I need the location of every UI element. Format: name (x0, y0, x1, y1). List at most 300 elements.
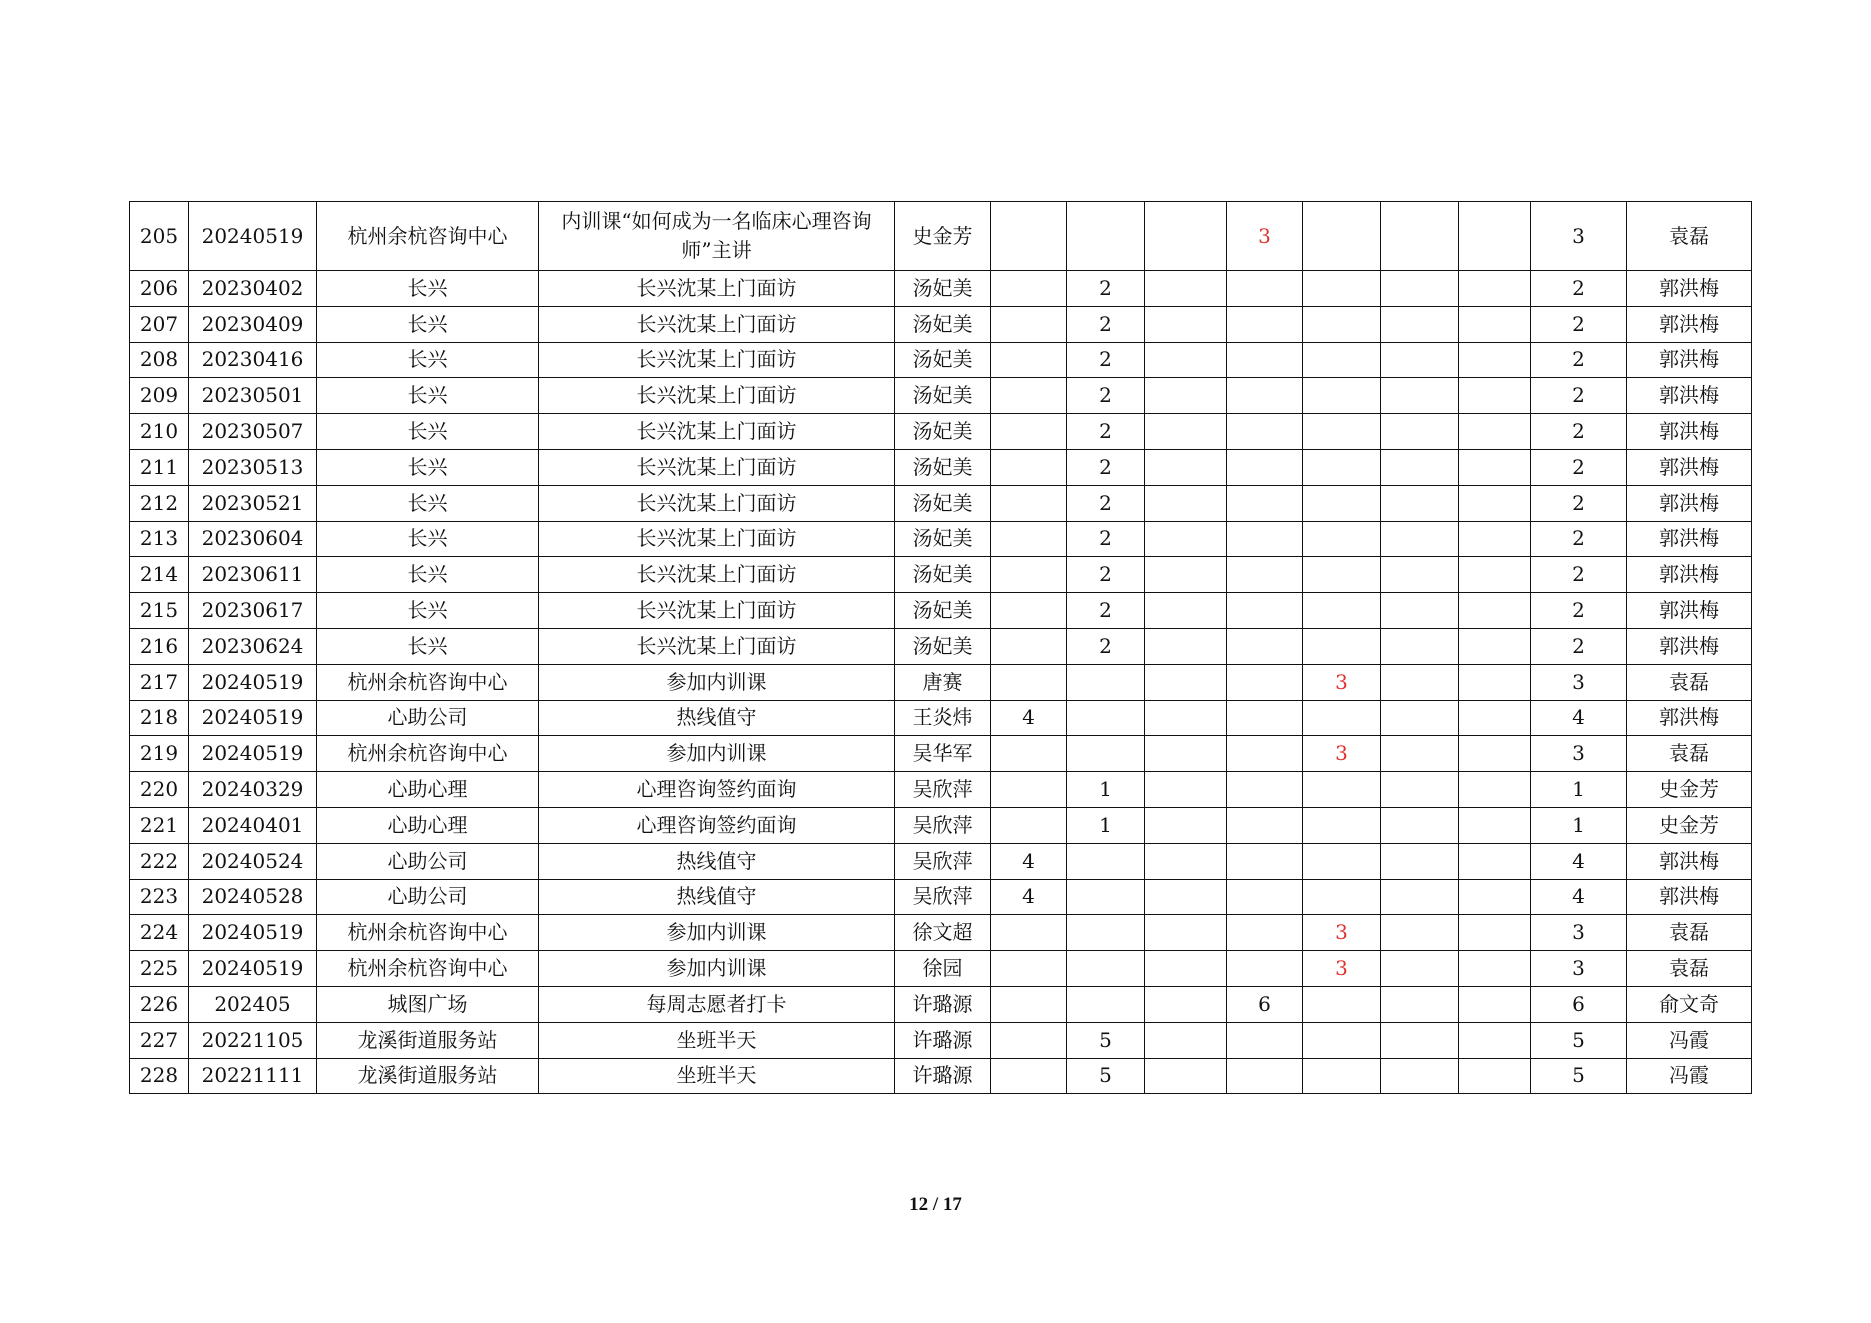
row-number-cell: 211 (130, 449, 189, 485)
hours-col-6-cell (1381, 700, 1459, 736)
hours-col-1-cell (991, 1058, 1067, 1094)
location-cell: 龙溪街道服务站 (317, 1022, 539, 1058)
hours-col-5-cell: 3 (1303, 915, 1381, 951)
table-row (130, 306, 1752, 342)
hours-col-1-cell (991, 521, 1067, 557)
hours-col-2-cell: 1 (1067, 807, 1145, 843)
total-hours-cell: 2 (1531, 628, 1627, 664)
hours-col-6-cell (1381, 593, 1459, 629)
activity-cell: 心理咨询签约面询 (539, 807, 895, 843)
hours-col-6-cell (1381, 628, 1459, 664)
hours-col-3-cell (1145, 557, 1227, 593)
table-row (130, 843, 1752, 879)
location-cell: 长兴 (317, 485, 539, 521)
volunteer-name-cell: 吴华军 (895, 736, 991, 772)
hours-col-3-cell (1145, 271, 1227, 307)
total-hours-cell: 2 (1531, 557, 1627, 593)
total-hours-cell: 6 (1531, 986, 1627, 1022)
row-number-cell: 219 (130, 736, 189, 772)
hours-col-6-cell (1381, 557, 1459, 593)
hours-col-3-cell (1145, 986, 1227, 1022)
hours-col-3-cell (1145, 736, 1227, 772)
hours-col-6-cell (1381, 879, 1459, 915)
volunteer-name-cell: 汤妃美 (895, 593, 991, 629)
activity-cell: 心理咨询签约面询 (539, 772, 895, 808)
location-cell: 长兴 (317, 628, 539, 664)
reviewer-cell: 袁磊 (1627, 951, 1752, 987)
activity-cell: 长兴沈某上门面访 (539, 414, 895, 450)
reviewer-cell: 史金芳 (1627, 807, 1752, 843)
hours-col-7-cell (1459, 986, 1531, 1022)
row-number-cell: 216 (130, 628, 189, 664)
table-row (130, 1022, 1752, 1058)
hours-col-5-cell (1303, 485, 1381, 521)
hours-col-2-cell: 2 (1067, 306, 1145, 342)
total-hours-cell: 2 (1531, 414, 1627, 450)
total-hours-cell: 4 (1531, 700, 1627, 736)
total-hours-cell: 3 (1531, 202, 1627, 271)
hours-col-3-cell (1145, 449, 1227, 485)
date-cell: 20230624 (189, 628, 317, 664)
hours-col-7-cell (1459, 1022, 1531, 1058)
total-hours-cell: 2 (1531, 271, 1627, 307)
location-cell: 杭州余杭咨询中心 (317, 664, 539, 700)
hours-col-3-cell (1145, 521, 1227, 557)
hours-col-3-cell (1145, 700, 1227, 736)
page-number: 12 / 17 (909, 1194, 962, 1215)
activity-cell: 每周志愿者打卡 (539, 986, 895, 1022)
hours-col-7-cell (1459, 378, 1531, 414)
hours-col-4-cell (1227, 915, 1303, 951)
row-number-cell: 213 (130, 521, 189, 557)
activity-cell: 热线值守 (539, 700, 895, 736)
total-hours-cell: 4 (1531, 843, 1627, 879)
activity-cell: 参加内训课 (539, 736, 895, 772)
location-cell: 杭州余杭咨询中心 (317, 202, 539, 271)
activity-cell: 长兴沈某上门面访 (539, 593, 895, 629)
hours-col-5-cell: 3 (1303, 664, 1381, 700)
hours-col-4-cell (1227, 449, 1303, 485)
reviewer-cell: 冯霞 (1627, 1022, 1752, 1058)
activity-cell: 热线值守 (539, 879, 895, 915)
total-hours-cell: 3 (1531, 915, 1627, 951)
row-number-cell: 224 (130, 915, 189, 951)
date-cell: 20240519 (189, 736, 317, 772)
hours-col-5-cell (1303, 807, 1381, 843)
hours-col-2-cell (1067, 736, 1145, 772)
volunteer-name-cell: 汤妃美 (895, 557, 991, 593)
volunteer-name-cell: 吴欣萍 (895, 843, 991, 879)
total-hours-cell: 3 (1531, 736, 1627, 772)
row-number-cell: 227 (130, 1022, 189, 1058)
total-hours-cell: 2 (1531, 449, 1627, 485)
date-cell: 20230501 (189, 378, 317, 414)
table-row (130, 485, 1752, 521)
row-number-cell: 217 (130, 664, 189, 700)
hours-col-3-cell (1145, 342, 1227, 378)
hours-col-2-cell: 2 (1067, 271, 1145, 307)
hours-col-4-cell (1227, 271, 1303, 307)
hours-col-6-cell (1381, 414, 1459, 450)
hours-col-2-cell: 2 (1067, 378, 1145, 414)
hours-col-5-cell (1303, 449, 1381, 485)
hours-col-6-cell (1381, 521, 1459, 557)
table-row (130, 628, 1752, 664)
date-cell: 20230604 (189, 521, 317, 557)
table-row (130, 772, 1752, 808)
reviewer-cell: 郭洪梅 (1627, 593, 1752, 629)
table-row (130, 202, 1752, 271)
reviewer-cell: 郭洪梅 (1627, 378, 1752, 414)
hours-col-6-cell (1381, 342, 1459, 378)
records-table-body (130, 202, 1752, 1094)
date-cell: 20230409 (189, 306, 317, 342)
hours-col-5-cell (1303, 1058, 1381, 1094)
table-row (130, 593, 1752, 629)
hours-col-3-cell (1145, 202, 1227, 271)
date-cell: 20240524 (189, 843, 317, 879)
activity-cell: 长兴沈某上门面访 (539, 449, 895, 485)
hours-col-6-cell (1381, 664, 1459, 700)
hours-col-2-cell: 2 (1067, 342, 1145, 378)
hours-col-6-cell (1381, 915, 1459, 951)
total-hours-cell: 3 (1531, 664, 1627, 700)
hours-col-7-cell (1459, 628, 1531, 664)
hours-col-1-cell (991, 306, 1067, 342)
hours-col-1-cell (991, 414, 1067, 450)
reviewer-cell: 郭洪梅 (1627, 521, 1752, 557)
hours-col-7-cell (1459, 557, 1531, 593)
volunteer-name-cell: 汤妃美 (895, 378, 991, 414)
date-cell: 20240519 (189, 915, 317, 951)
volunteer-name-cell: 徐文超 (895, 915, 991, 951)
hours-col-4-cell (1227, 664, 1303, 700)
hours-col-5-cell (1303, 843, 1381, 879)
hours-col-3-cell (1145, 879, 1227, 915)
hours-col-7-cell (1459, 807, 1531, 843)
hours-col-1-cell: 4 (991, 843, 1067, 879)
hours-col-6-cell (1381, 1058, 1459, 1094)
hours-col-2-cell: 2 (1067, 593, 1145, 629)
reviewer-cell: 袁磊 (1627, 915, 1752, 951)
hours-col-1-cell (991, 449, 1067, 485)
reviewer-cell: 袁磊 (1627, 664, 1752, 700)
volunteer-name-cell: 史金芳 (895, 202, 991, 271)
volunteer-name-cell: 汤妃美 (895, 521, 991, 557)
location-cell: 心助公司 (317, 879, 539, 915)
total-hours-cell: 2 (1531, 485, 1627, 521)
activity-cell: 长兴沈某上门面访 (539, 306, 895, 342)
volunteer-name-cell: 吴欣萍 (895, 879, 991, 915)
total-hours-cell: 5 (1531, 1022, 1627, 1058)
date-cell: 20230507 (189, 414, 317, 450)
hours-col-3-cell (1145, 951, 1227, 987)
reviewer-cell: 郭洪梅 (1627, 879, 1752, 915)
location-cell: 龙溪街道服务站 (317, 1058, 539, 1094)
table-row (130, 449, 1752, 485)
location-cell: 长兴 (317, 271, 539, 307)
hours-col-3-cell (1145, 807, 1227, 843)
reviewer-cell: 郭洪梅 (1627, 628, 1752, 664)
hours-col-1-cell (991, 736, 1067, 772)
hours-col-3-cell (1145, 1022, 1227, 1058)
activity-cell: 长兴沈某上门面访 (539, 628, 895, 664)
date-cell: 20240528 (189, 879, 317, 915)
hours-col-3-cell (1145, 664, 1227, 700)
table-row (130, 879, 1752, 915)
hours-col-5-cell: 3 (1303, 736, 1381, 772)
hours-col-1-cell (991, 986, 1067, 1022)
hours-col-7-cell (1459, 306, 1531, 342)
volunteer-name-cell: 汤妃美 (895, 414, 991, 450)
total-hours-cell: 1 (1531, 807, 1627, 843)
total-hours-cell: 2 (1531, 521, 1627, 557)
hours-col-5-cell: 3 (1303, 951, 1381, 987)
location-cell: 长兴 (317, 342, 539, 378)
row-number-cell: 223 (130, 879, 189, 915)
reviewer-cell: 郭洪梅 (1627, 342, 1752, 378)
activity-cell: 长兴沈某上门面访 (539, 378, 895, 414)
volunteer-name-cell: 徐园 (895, 951, 991, 987)
hours-col-4-cell (1227, 951, 1303, 987)
date-cell: 20221105 (189, 1022, 317, 1058)
hours-col-5-cell (1303, 378, 1381, 414)
volunteer-name-cell: 许璐源 (895, 986, 991, 1022)
hours-col-1-cell (991, 628, 1067, 664)
reviewer-cell: 冯霞 (1627, 1058, 1752, 1094)
hours-col-2-cell: 5 (1067, 1022, 1145, 1058)
volunteer-name-cell: 王炎炜 (895, 700, 991, 736)
hours-col-3-cell (1145, 485, 1227, 521)
hours-col-1-cell (991, 557, 1067, 593)
hours-col-4-cell (1227, 1058, 1303, 1094)
hours-col-4-cell (1227, 378, 1303, 414)
hours-col-2-cell (1067, 879, 1145, 915)
hours-col-5-cell (1303, 521, 1381, 557)
location-cell: 心助心理 (317, 807, 539, 843)
hours-col-1-cell (991, 593, 1067, 629)
hours-col-5-cell (1303, 414, 1381, 450)
table-row (130, 557, 1752, 593)
row-number-cell: 221 (130, 807, 189, 843)
hours-col-7-cell (1459, 271, 1531, 307)
hours-col-5-cell (1303, 202, 1381, 271)
hours-col-2-cell: 2 (1067, 449, 1145, 485)
hours-col-3-cell (1145, 414, 1227, 450)
reviewer-cell: 郭洪梅 (1627, 449, 1752, 485)
hours-col-7-cell (1459, 879, 1531, 915)
hours-col-4-cell (1227, 593, 1303, 629)
hours-col-2-cell: 5 (1067, 1058, 1145, 1094)
total-hours-cell: 2 (1531, 378, 1627, 414)
hours-col-2-cell: 1 (1067, 772, 1145, 808)
hours-col-7-cell (1459, 843, 1531, 879)
activity-cell: 坐班半天 (539, 1022, 895, 1058)
reviewer-cell: 郭洪梅 (1627, 843, 1752, 879)
activity-cell: 内训课“如何成为一名临床心理咨询师”主讲 (539, 202, 895, 271)
hours-col-4-cell (1227, 342, 1303, 378)
row-number-cell: 207 (130, 306, 189, 342)
hours-col-7-cell (1459, 700, 1531, 736)
hours-col-2-cell: 2 (1067, 414, 1145, 450)
hours-col-6-cell (1381, 202, 1459, 271)
date-cell: 20230513 (189, 449, 317, 485)
table-row (130, 414, 1752, 450)
reviewer-cell: 郭洪梅 (1627, 414, 1752, 450)
volunteer-name-cell: 汤妃美 (895, 485, 991, 521)
volunteer-name-cell: 唐赛 (895, 664, 991, 700)
date-cell: 20230521 (189, 485, 317, 521)
row-number-cell: 222 (130, 843, 189, 879)
hours-col-2-cell (1067, 986, 1145, 1022)
reviewer-cell: 郭洪梅 (1627, 271, 1752, 307)
hours-col-5-cell (1303, 271, 1381, 307)
total-hours-cell: 3 (1531, 951, 1627, 987)
hours-col-1-cell (991, 664, 1067, 700)
activity-cell: 坐班半天 (539, 1058, 895, 1094)
hours-col-6-cell (1381, 485, 1459, 521)
table-row (130, 986, 1752, 1022)
hours-col-5-cell (1303, 628, 1381, 664)
date-cell: 20221111 (189, 1058, 317, 1094)
date-cell: 20240519 (189, 951, 317, 987)
table-row (130, 521, 1752, 557)
row-number-cell: 212 (130, 485, 189, 521)
row-number-cell: 209 (130, 378, 189, 414)
row-number-cell: 218 (130, 700, 189, 736)
hours-col-5-cell (1303, 772, 1381, 808)
volunteer-name-cell: 汤妃美 (895, 449, 991, 485)
location-cell: 杭州余杭咨询中心 (317, 736, 539, 772)
activity-cell: 参加内训课 (539, 664, 895, 700)
hours-col-4-cell (1227, 807, 1303, 843)
hours-col-2-cell: 2 (1067, 485, 1145, 521)
hours-col-4-cell: 6 (1227, 986, 1303, 1022)
table-row (130, 378, 1752, 414)
hours-col-3-cell (1145, 843, 1227, 879)
hours-col-5-cell (1303, 342, 1381, 378)
hours-col-3-cell (1145, 915, 1227, 951)
hours-col-1-cell: 4 (991, 700, 1067, 736)
date-cell: 20240329 (189, 772, 317, 808)
hours-col-7-cell (1459, 202, 1531, 271)
total-hours-cell: 2 (1531, 306, 1627, 342)
location-cell: 心助心理 (317, 772, 539, 808)
date-cell: 20230617 (189, 593, 317, 629)
hours-col-4-cell (1227, 772, 1303, 808)
activity-cell: 长兴沈某上门面访 (539, 521, 895, 557)
hours-col-6-cell (1381, 306, 1459, 342)
hours-col-5-cell (1303, 593, 1381, 629)
hours-col-1-cell (991, 485, 1067, 521)
hours-col-4-cell (1227, 414, 1303, 450)
volunteer-name-cell: 汤妃美 (895, 342, 991, 378)
hours-col-7-cell (1459, 915, 1531, 951)
hours-col-7-cell (1459, 414, 1531, 450)
hours-col-1-cell (991, 951, 1067, 987)
reviewer-cell: 郭洪梅 (1627, 700, 1752, 736)
table-row (130, 664, 1752, 700)
total-hours-cell: 2 (1531, 342, 1627, 378)
hours-col-2-cell (1067, 951, 1145, 987)
hours-col-4-cell (1227, 521, 1303, 557)
hours-col-6-cell (1381, 449, 1459, 485)
volunteer-name-cell: 汤妃美 (895, 271, 991, 307)
reviewer-cell: 俞文奇 (1627, 986, 1752, 1022)
records-table (129, 201, 1752, 1094)
hours-col-1-cell (991, 915, 1067, 951)
date-cell: 20240519 (189, 700, 317, 736)
hours-col-2-cell (1067, 664, 1145, 700)
hours-col-3-cell (1145, 306, 1227, 342)
hours-col-1-cell (991, 807, 1067, 843)
hours-col-6-cell (1381, 378, 1459, 414)
hours-col-3-cell (1145, 1058, 1227, 1094)
location-cell: 长兴 (317, 306, 539, 342)
volunteer-name-cell: 汤妃美 (895, 306, 991, 342)
table-row (130, 807, 1752, 843)
hours-col-4-cell (1227, 557, 1303, 593)
hours-col-3-cell (1145, 378, 1227, 414)
hours-col-4-cell: 3 (1227, 202, 1303, 271)
hours-col-6-cell (1381, 772, 1459, 808)
total-hours-cell: 2 (1531, 593, 1627, 629)
hours-col-4-cell (1227, 843, 1303, 879)
location-cell: 心助公司 (317, 700, 539, 736)
location-cell: 长兴 (317, 557, 539, 593)
row-number-cell: 220 (130, 772, 189, 808)
hours-col-1-cell (991, 202, 1067, 271)
location-cell: 长兴 (317, 593, 539, 629)
hours-col-7-cell (1459, 664, 1531, 700)
row-number-cell: 214 (130, 557, 189, 593)
hours-col-7-cell (1459, 485, 1531, 521)
hours-col-7-cell (1459, 736, 1531, 772)
location-cell: 长兴 (317, 414, 539, 450)
table-row (130, 271, 1752, 307)
hours-col-6-cell (1381, 951, 1459, 987)
date-cell: 20230402 (189, 271, 317, 307)
hours-col-7-cell (1459, 772, 1531, 808)
activity-cell: 长兴沈某上门面访 (539, 557, 895, 593)
date-cell: 202405 (189, 986, 317, 1022)
hours-col-5-cell (1303, 1022, 1381, 1058)
hours-col-7-cell (1459, 951, 1531, 987)
hours-col-2-cell: 2 (1067, 557, 1145, 593)
hours-col-4-cell (1227, 628, 1303, 664)
hours-col-5-cell (1303, 700, 1381, 736)
volunteer-name-cell: 汤妃美 (895, 628, 991, 664)
volunteer-name-cell: 吴欣萍 (895, 772, 991, 808)
hours-col-2-cell (1067, 915, 1145, 951)
location-cell: 城图广场 (317, 986, 539, 1022)
hours-col-2-cell: 2 (1067, 521, 1145, 557)
activity-cell: 长兴沈某上门面访 (539, 342, 895, 378)
hours-col-1-cell: 4 (991, 879, 1067, 915)
location-cell: 心助公司 (317, 843, 539, 879)
hours-col-4-cell (1227, 879, 1303, 915)
table-row (130, 700, 1752, 736)
reviewer-cell: 郭洪梅 (1627, 306, 1752, 342)
hours-col-7-cell (1459, 521, 1531, 557)
table-row (130, 915, 1752, 951)
row-number-cell: 210 (130, 414, 189, 450)
reviewer-cell: 袁磊 (1627, 202, 1752, 271)
date-cell: 20230416 (189, 342, 317, 378)
hours-col-7-cell (1459, 593, 1531, 629)
row-number-cell: 225 (130, 951, 189, 987)
hours-col-4-cell (1227, 306, 1303, 342)
